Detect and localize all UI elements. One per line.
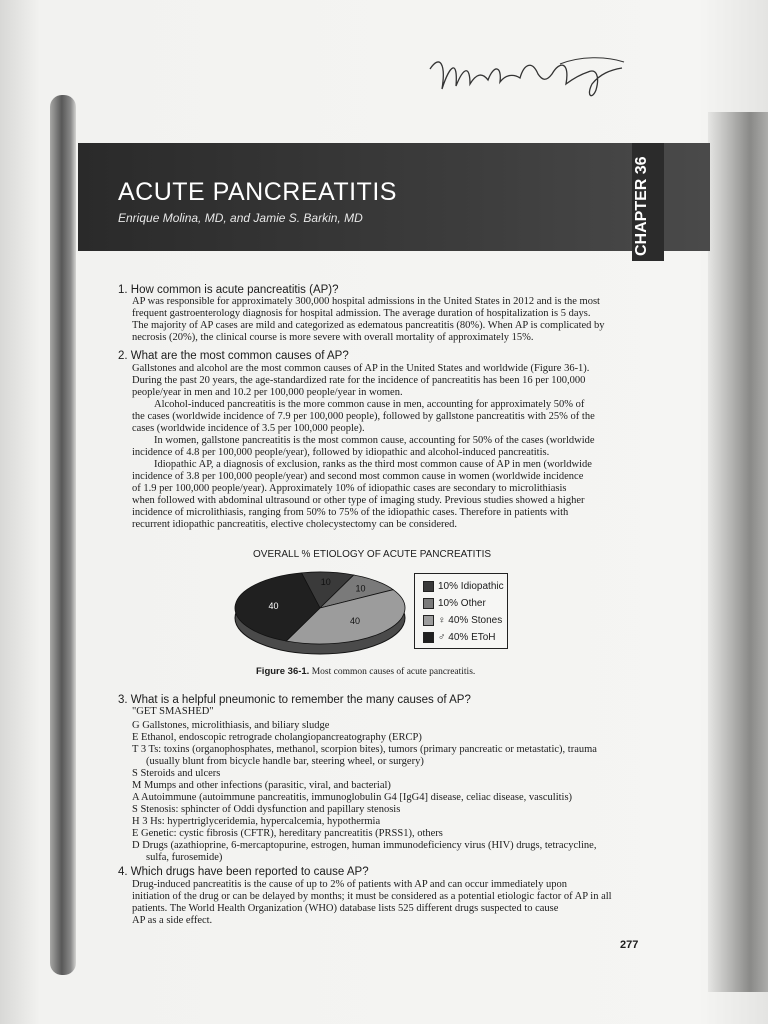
legend-label: 10% Idiopathic xyxy=(438,580,504,592)
answer-line: when followed with abdominal ultrasound or other type of imaging study. Previous studies showed a higher xyxy=(132,495,585,506)
mnemonic-line: sulfa, furosemide) xyxy=(146,852,223,863)
answer-2 xyxy=(132,363,654,531)
answer-line: incidence of microlithiasis, ranging from 50% to 75% of the idiopathic cases. Therefore in patients with xyxy=(132,507,569,518)
question-2: 2. What are the most common causes of AP? xyxy=(118,350,349,362)
answer-line: Alcohol-induced pancreatitis is the more common cause in men, accounting for approximately 50% of xyxy=(154,399,585,410)
mnemonic-line: H 3 Hs: hypertriglyceridemia, hypercalcemia, hypothermia xyxy=(132,816,381,827)
mnemonic-line: (usually blunt from bicycle handle bar, steering wheel, or surgery) xyxy=(146,756,424,767)
figure-caption-text: Most common causes of acute pancreatitis. xyxy=(311,667,476,677)
etiology-pie-chart xyxy=(230,566,410,666)
question-4: 4. Which drugs have been reported to cause AP? xyxy=(118,866,369,878)
answer-line: Idiopathic AP, a diagnosis of exclusion, ranks as the third most common cause of AP in men (worldwide xyxy=(154,459,592,470)
legend-item-etoh xyxy=(423,630,496,644)
answer-line: patients. The World Health Organization (WHO) database lists 525 different drugs suspected to cause xyxy=(132,903,559,914)
legend-item-other xyxy=(423,596,486,610)
answer-line: recurrent idiopathic pancreatitis, elective cholecystectomy can be considered. xyxy=(132,519,458,530)
page-number: 277 xyxy=(620,939,639,951)
mnemonic-line: G Gallstones, microlithiasis, and biliary sludge xyxy=(132,720,330,731)
answer-line: During the past 20 years, the age-standardized rate for the incidence of pancreatitis has been 16 per 100,000 xyxy=(132,375,586,386)
chapter-label: CHAPTER 36 xyxy=(633,156,650,256)
pie-label-idiopathic: 10 xyxy=(320,577,331,588)
chart-title: OVERALL % ETIOLOGY OF ACUTE PANCREATITIS xyxy=(253,549,492,560)
legend-label: 10% Other xyxy=(438,597,486,609)
question-1: 1. How common is acute pancreatitis (AP)? xyxy=(118,284,339,296)
mnemonic-line: M Mumps and other infections (parasitic, viral, and bacterial) xyxy=(132,780,391,791)
legend-swatch xyxy=(423,632,434,643)
answer-4 xyxy=(132,879,654,927)
mnemonic-title: "GET SMASHED" xyxy=(132,706,214,717)
answer-line: people/year in men and 10.2 per 100,000 people/year in women. xyxy=(132,387,403,398)
binding-shadow-right xyxy=(708,112,768,992)
mnemonic-line: S Steroids and ulcers xyxy=(132,768,221,779)
chapter-title: ACUTE PANCREATITIS xyxy=(118,178,397,206)
pie-label-other: 10 xyxy=(355,583,366,594)
answer-1 xyxy=(132,296,654,344)
figure-caption xyxy=(256,666,475,677)
answer-line: frequent gastroenterology diagnosis for hospital admission. The average duration of hospitalization is 5 days. xyxy=(132,308,591,319)
mnemonic-line: E Genetic: cystic fibrosis (CFTR), hereditary pancreatitis (PRSS1), others xyxy=(132,828,443,839)
question-3: 3. What is a helpful pneumonic to remember the many causes of AP? xyxy=(118,694,471,706)
answer-line: Gallstones and alcohol are the most common causes of AP in the United States and worldwide (Figure 36-1). xyxy=(132,363,590,374)
answer-line: Drug-induced pancreatitis is the cause of up to 2% of patients with AP and can occur immediately upon xyxy=(132,879,567,890)
mnemonic-list xyxy=(132,720,652,864)
answer-line: AP was responsible for approximately 300,000 hospital admissions in the United States in 2012 and is the most xyxy=(132,296,600,307)
mnemonic-line: T 3 Ts: toxins (organophosphates, methanol, scorpion bites), tumors (primary pancreatic or metastatic), trauma xyxy=(132,744,597,755)
answer-line: AP as a side effect. xyxy=(132,915,213,926)
legend-item-stones xyxy=(423,613,502,627)
chapter-authors: Enrique Molina, MD, and Jamie S. Barkin, MD xyxy=(118,211,363,225)
figure-label: Figure 36-1. xyxy=(256,666,310,677)
mnemonic-line: E Ethanol, endoscopic retrograde cholangiopancreatography (ERCP) xyxy=(132,732,422,743)
legend-item-idiopathic xyxy=(423,579,504,593)
mnemonic-line: S Stenosis: sphincter of Oddi dysfunction and papillary stenosis xyxy=(132,804,401,815)
answer-line: initiation of the drug or can be delayed by months; it must be considered as a potential etiologic factor of AP in all xyxy=(132,891,612,902)
answer-line: incidence of 3.8 per 100,000 people/year) and second most common cause in women (worldwide incidence xyxy=(132,471,584,482)
mnemonic-line: A Autoimmune (autoimmune pancreatitis, immunoglobulin G4 [IgG4] disease, celiac disease, vasculitis) xyxy=(132,792,573,803)
binding-shadow-left xyxy=(50,95,76,975)
legend-swatch xyxy=(423,615,434,626)
pie-label-etoh: 40 xyxy=(268,601,279,612)
legend-label: ♂ 40% EToH xyxy=(438,631,496,643)
legend-label: ♀ 40% Stones xyxy=(438,614,503,626)
answer-line: incidence of 4.8 per 100,000 people/year), followed by idiopathic and alcohol-induced pancreatitis. xyxy=(132,447,550,458)
answer-line: of 1.9 per 100,000 people/year). Approximately 10% of idiopathic cases are secondary to microlithiasis xyxy=(132,483,567,494)
handwritten-signature xyxy=(410,34,650,114)
answer-line: The majority of AP cases are mild and categorized as edematous pancreatitis (80%). When AP is complicated by xyxy=(132,320,605,331)
pie-label-stones: 40 xyxy=(350,616,361,627)
answer-line: cases (worldwide incidence of 3.5 per 100,000 people). xyxy=(132,423,365,434)
answer-line: necrosis (20%), the clinical course is more severe with overall mortality of approximately 15%. xyxy=(132,332,534,343)
answer-line: the cases (worldwide incidence of 7.9 per 100,000 people), followed by gallstone pancreatitis with 25% of the xyxy=(132,411,595,422)
legend-swatch xyxy=(423,581,434,592)
answer-line: In women, gallstone pancreatitis is the most common cause, accounting for 50% of the cases (worldwide xyxy=(154,435,595,446)
mnemonic-line: D Drugs (azathioprine, 6-mercaptopurine, estrogen, human immunodeficiency virus (HIV) drugs, tetracycline, xyxy=(132,840,597,851)
chart-legend xyxy=(414,573,508,649)
legend-swatch xyxy=(423,598,434,609)
